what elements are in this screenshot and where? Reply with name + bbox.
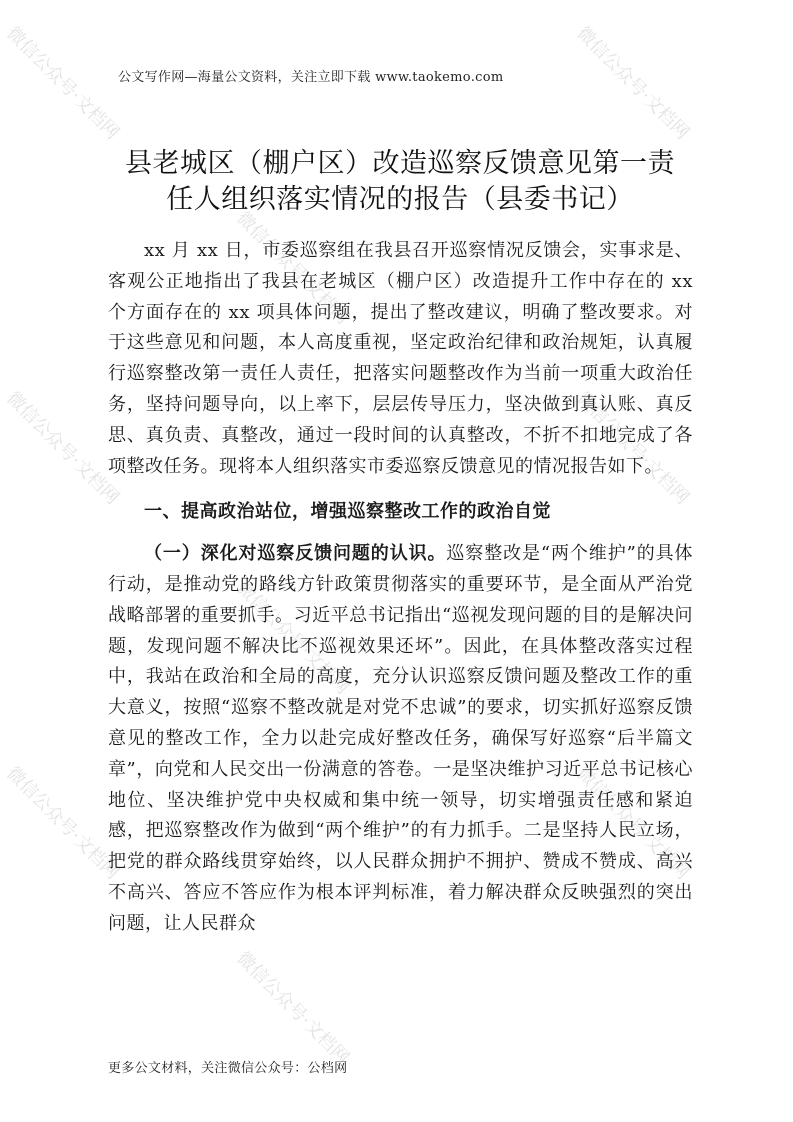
watermark: 微信公众号·文档网 — [572, 762, 694, 884]
watermark: 微信公众号·文档网 — [2, 22, 124, 144]
watermark: 微信公众号·文档网 — [572, 387, 694, 509]
document-title — [100, 146, 700, 218]
page-footer: 更多公文材料，关注微信公众号：公档网 — [108, 1061, 348, 1076]
watermark: 微信公众号·文档网 — [232, 207, 354, 329]
watermark: 微信公众号·文档网 — [2, 387, 124, 509]
watermark: 微信公众号·文档网 — [232, 577, 354, 699]
watermark: 微信公众号·文档网 — [2, 762, 124, 884]
section-heading: 一、提高政治站位，增强巡察整改工作的政治自觉 — [144, 501, 551, 523]
title-line-1: 县老城区（棚户区）改造巡察反馈意见第一责 — [125, 148, 675, 179]
title-line-2: 任人组织落实情况的报告（县委书记） — [166, 184, 634, 215]
watermark: 微信公众号·文档网 — [572, 22, 694, 144]
subsection-text: 巡察整改是“两个维护”的具体行动，是推动党的路线方针政策贯彻落实的重要环节，是全面从严治党战略部署的重要抓手。习近平总书记指出“巡视发现问题的目的是解决问题，发现问题不解决比不巡视效果还坏”。因此，在具体整改落实过程中，我站在政治和全局的高度，充分认识巡察反馈问题及整改工作的重大意义，按照“巡察不整改就是对党不忠诚”的要求，切实抓好巡察反馈意见的整改工作，全力以赴完成好整改任务，确保写好巡察“后半篇文章”，向党和人民交出一份满意的答卷。一是坚决维护习近平总书记核心地位、坚决维护党中央权威和集中统一领导，切实增强责任感和紧迫感，把巡察整改作为做到“两个维护”的有力抓手。二是坚持人民立场，把党的群众路线贯穿始终，以人民群众拥护不拥护、赞成不赞成、高兴不高兴、答应不答应作为根本评判标准，着力解决群众反映强烈的突出问题，让人民群众 — [108, 543, 694, 934]
watermark: 微信公众号·文档网 — [232, 947, 354, 1069]
subsection-title: （一）深化对巡察反馈问题的认识。 — [144, 543, 447, 565]
page-header: 公文写作网—海量公文资料，关注立即下载 www.taokemo.com — [118, 70, 504, 85]
intro-paragraph: xx 月 xx 日，市委巡察组在我县召开巡察情况反馈会，实事求是、客观公正地指出了我县在老城区（棚户区）改造提升工作中存在的 xx 个方面存在的 xx 项具体问题，提出了整改建议，明确了整改要求。对于这些意见和问题，本人高度重视，坚定政治纪律和政治规矩，认真履行巡察整改第一责任人责任，把落实问题整改作为当前一项重大政治任务，坚持问题导向，以上率下，层层传导压力，坚决做到真认账、真反思、真负责、真整改，通过一段时间的认真整改，不折不扣地完成了各项整改任务。现将本人组织落实市委巡察反馈意见的情况报告如下。 — [108, 240, 693, 477]
subsection-paragraph — [108, 539, 693, 939]
document-body — [108, 236, 693, 940]
